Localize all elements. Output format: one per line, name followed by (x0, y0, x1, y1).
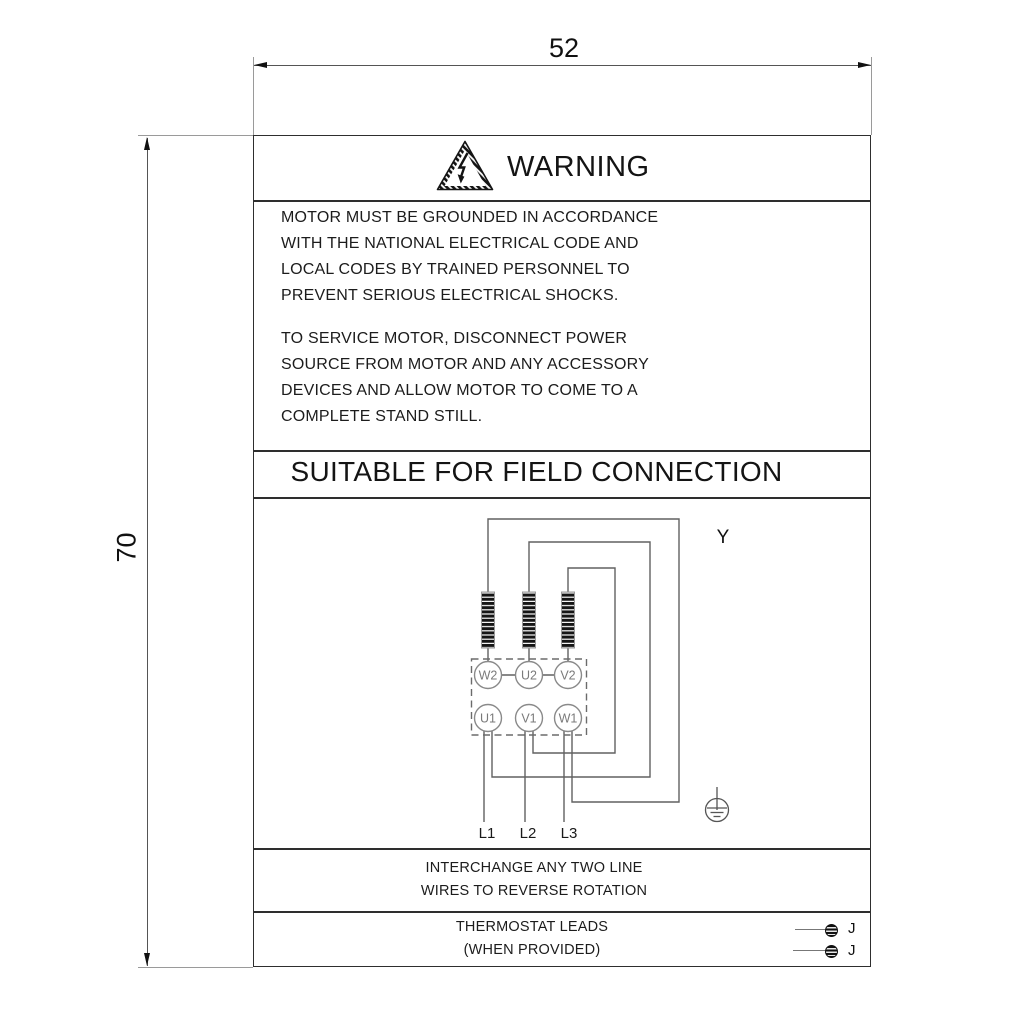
extension-line (871, 57, 872, 135)
lead-bead-icon (825, 945, 838, 958)
winding-loops (484, 519, 679, 822)
lead-label: J (848, 941, 856, 959)
ground-icon (706, 787, 729, 822)
notice-line: TO SERVICE MOTOR, DISCONNECT POWER (281, 330, 628, 347)
section-divider (253, 200, 871, 202)
coil-icon (523, 592, 536, 648)
warning-triangle-icon (436, 140, 494, 192)
dimension-arrow-right-icon (858, 62, 871, 68)
notice-line: WITH THE NATIONAL ELECTRICAL CODE AND (281, 235, 639, 252)
lead-wire (793, 950, 826, 951)
dimension-arrow-up-icon (144, 137, 150, 150)
notice-line: SOURCE FROM MOTOR AND ANY ACCESSORY (281, 356, 649, 373)
lead-bead-icon (825, 924, 838, 937)
lead-label: J (848, 920, 856, 937)
line-lead-label: L2 (519, 825, 537, 842)
terminal-label: W2 (478, 668, 498, 683)
dimension-width-label: 52 (548, 33, 580, 63)
note-line: (WHEN PROVIDED) (463, 941, 601, 958)
wye-connection-symbol: Y (716, 527, 730, 548)
extension-line (253, 57, 254, 135)
thermostat-note (283, 916, 781, 961)
wye-wiring-diagram (253, 497, 872, 848)
grounding-notice (281, 205, 658, 309)
line-lead-labels (479, 825, 578, 842)
lead-wire (795, 929, 826, 930)
note-line: THERMOSTAT LEADS (455, 919, 609, 935)
terminal-label: V2 (560, 668, 576, 683)
extension-line (138, 967, 253, 968)
dimension-arrow-left-icon (254, 62, 267, 68)
extension-line (138, 135, 253, 136)
dimension-height-line (147, 138, 148, 966)
rotation-note (283, 857, 785, 903)
service-notice (281, 326, 649, 430)
notice-line: PREVENT SERIOUS ELECTRICAL SHOCKS. (281, 287, 619, 304)
section-divider (253, 848, 871, 850)
warning-title: WARNING (507, 151, 650, 183)
notice-line: MOTOR MUST BE GROUNDED IN ACCORDANCE (281, 209, 659, 226)
coil-icon (562, 592, 575, 648)
terminal-labels (479, 669, 578, 726)
terminal-label: U2 (521, 668, 537, 683)
notice-line: COMPLETE STAND STILL. (281, 408, 483, 425)
coil-icon (482, 592, 495, 648)
line-lead-label: L3 (560, 825, 578, 842)
note-line: WIRES TO REVERSE ROTATION (420, 883, 648, 899)
line-lead-label: L1 (478, 825, 496, 842)
field-connection-title: SUITABLE FOR FIELD CONNECTION (290, 456, 783, 487)
winding-coils (482, 592, 575, 648)
dimension-height-label: 70 (111, 532, 142, 563)
terminal-label: U1 (480, 711, 496, 726)
section-divider (253, 911, 871, 913)
terminal-label: W1 (558, 711, 578, 726)
note-line: INTERCHANGE ANY TWO LINE (425, 860, 643, 876)
winding-u-wire (492, 542, 650, 777)
terminal-label: V1 (521, 711, 537, 726)
notice-line: LOCAL CODES BY TRAINED PERSONNEL TO (281, 261, 630, 278)
dimension-arrow-down-icon (144, 953, 150, 966)
notice-line: DEVICES AND ALLOW MOTOR TO COME TO A (281, 382, 638, 399)
section-divider (253, 450, 871, 452)
dimension-width-line (254, 65, 871, 66)
